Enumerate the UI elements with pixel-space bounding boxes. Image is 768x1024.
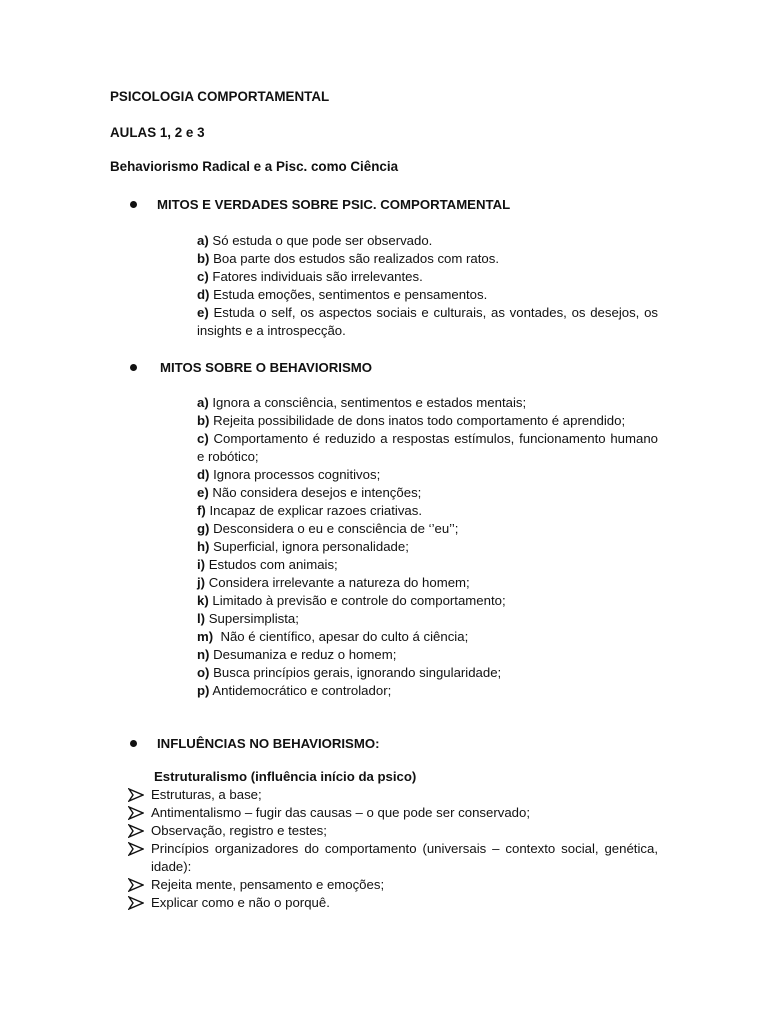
item-letter: b) — [197, 413, 210, 428]
bullet-icon — [130, 740, 137, 747]
item-text: Estuda emoções, sentimentos e pensamentos. — [209, 287, 488, 302]
section-heading-mitos-behaviorismo — [0, 359, 768, 377]
item-letter: d) — [197, 467, 210, 482]
item-letter: a) — [197, 233, 209, 248]
list-item — [197, 304, 658, 340]
list-item — [197, 664, 658, 682]
item-letter: n) — [197, 647, 210, 662]
item-text: Busca princípios gerais, ignorando singularidade; — [209, 665, 502, 680]
list-item — [128, 840, 658, 876]
list-item — [197, 466, 658, 484]
item-text: Fatores individuais são irrelevantes. — [208, 269, 423, 284]
item-text: Incapaz de explicar razoes criativas. — [205, 503, 423, 518]
item-text: Explicar como e não o porquê. — [151, 895, 330, 910]
list-item — [197, 682, 658, 700]
item-text: Estuda o self, os aspectos sociais e culturais, as vontades, os desejos, os insights e a introspecção. — [197, 305, 658, 338]
arrow-bullet-icon — [128, 788, 144, 802]
item-letter: m) — [197, 629, 214, 644]
list-item — [197, 232, 658, 250]
item-text: Rejeita mente, pensamento e emoções; — [151, 877, 385, 892]
list-item — [197, 520, 658, 538]
item-text: Não é científico, apesar do culto á ciência; — [213, 629, 469, 644]
list-item — [197, 394, 658, 412]
item-letter: b) — [197, 251, 210, 266]
item-letter: c) — [197, 431, 209, 446]
section-heading-mitos-verdades — [0, 196, 768, 214]
item-text: Estruturas, a base; — [151, 787, 262, 802]
mitos-verdades-list — [197, 232, 658, 340]
list-item — [197, 574, 658, 592]
list-item — [128, 876, 658, 894]
list-item — [197, 628, 658, 646]
item-text: Observação, registro e testes; — [151, 823, 327, 838]
arrow-bullet-icon — [128, 806, 144, 820]
item-text: Princípios organizadores do comportamento (universais – contexto social, genética, idade): — [151, 841, 658, 874]
item-text: Considera irrelevante a natureza do homem; — [205, 575, 470, 590]
item-text: Estudos com animais; — [205, 557, 338, 572]
list-item — [197, 268, 658, 286]
document-title: PSICOLOGIA COMPORTAMENTAL — [110, 89, 330, 104]
bullet-icon — [130, 364, 137, 371]
item-text: Comportamento é reduzido a respostas estímulos, funcionamento humano e robótico; — [197, 431, 658, 464]
document-subtitle: Behaviorismo Radical e a Pisc. como Ciência — [110, 159, 399, 174]
section-heading-text: MITOS E VERDADES SOBRE PSIC. COMPORTAMENTAL — [157, 197, 511, 212]
list-item — [197, 286, 658, 304]
list-item — [197, 646, 658, 664]
list-item — [128, 804, 658, 822]
item-letter: a) — [197, 395, 209, 410]
item-letter: e) — [197, 485, 209, 500]
item-letter: l) — [197, 611, 206, 626]
item-text: Limitado à previsão e controle do comportamento; — [208, 593, 506, 608]
list-item — [128, 822, 658, 840]
list-item — [197, 592, 658, 610]
item-letter: h) — [197, 539, 210, 554]
item-letter: j) — [197, 575, 206, 590]
item-letter: p) — [197, 683, 210, 698]
influencias-list — [128, 786, 658, 912]
item-text: Desumaniza e reduz o homem; — [209, 647, 397, 662]
item-text: Desconsidera o eu e consciência de ‘’eu’’; — [209, 521, 459, 536]
item-text: Antimentalismo – fugir das causas – o que pode ser conservado; — [151, 805, 530, 820]
arrow-bullet-icon — [128, 878, 144, 892]
list-item — [197, 430, 658, 466]
item-letter: f) — [197, 503, 206, 518]
item-text: Superficial, ignora personalidade; — [209, 539, 409, 554]
item-text: Boa parte dos estudos são realizados com ratos. — [209, 251, 500, 266]
list-item — [128, 786, 658, 804]
item-text: Rejeita possibilidade de dons inatos todo comportamento é aprendido; — [209, 413, 626, 428]
bullet-icon — [130, 201, 137, 208]
item-text: Ignora a consciência, sentimentos e estados mentais; — [208, 395, 527, 410]
section-heading-influencias — [0, 735, 768, 753]
item-text: Supersimplista; — [205, 611, 299, 626]
arrow-bullet-icon — [128, 842, 144, 856]
item-letter: e) — [197, 305, 209, 320]
estruturalismo-subheading: Estruturalismo (influência início da psico) — [154, 769, 417, 784]
list-item — [197, 556, 658, 574]
arrow-bullet-icon — [128, 896, 144, 910]
list-item — [197, 484, 658, 502]
list-item — [197, 412, 658, 430]
list-item — [197, 538, 658, 556]
list-item — [197, 502, 658, 520]
lessons-label: AULAS 1, 2 e 3 — [110, 125, 205, 140]
item-text: Só estuda o que pode ser observado. — [208, 233, 433, 248]
list-item — [197, 610, 658, 628]
item-text: Ignora processos cognitivos; — [209, 467, 381, 482]
list-item — [197, 250, 658, 268]
section-heading-text: MITOS SOBRE O BEHAVIORISMO — [160, 360, 372, 375]
arrow-bullet-icon — [128, 824, 144, 838]
item-letter: o) — [197, 665, 210, 680]
item-letter: i) — [197, 557, 206, 572]
item-letter: k) — [197, 593, 209, 608]
item-letter: c) — [197, 269, 209, 284]
item-text: Antidemocrático e controlador; — [209, 683, 392, 698]
list-item — [128, 894, 658, 912]
section-heading-text: INFLUÊNCIAS NO BEHAVIORISMO: — [157, 736, 380, 751]
item-letter: g) — [197, 521, 210, 536]
item-letter: d) — [197, 287, 210, 302]
mitos-behaviorismo-list — [197, 394, 658, 700]
item-text: Não considera desejos e intenções; — [208, 485, 422, 500]
